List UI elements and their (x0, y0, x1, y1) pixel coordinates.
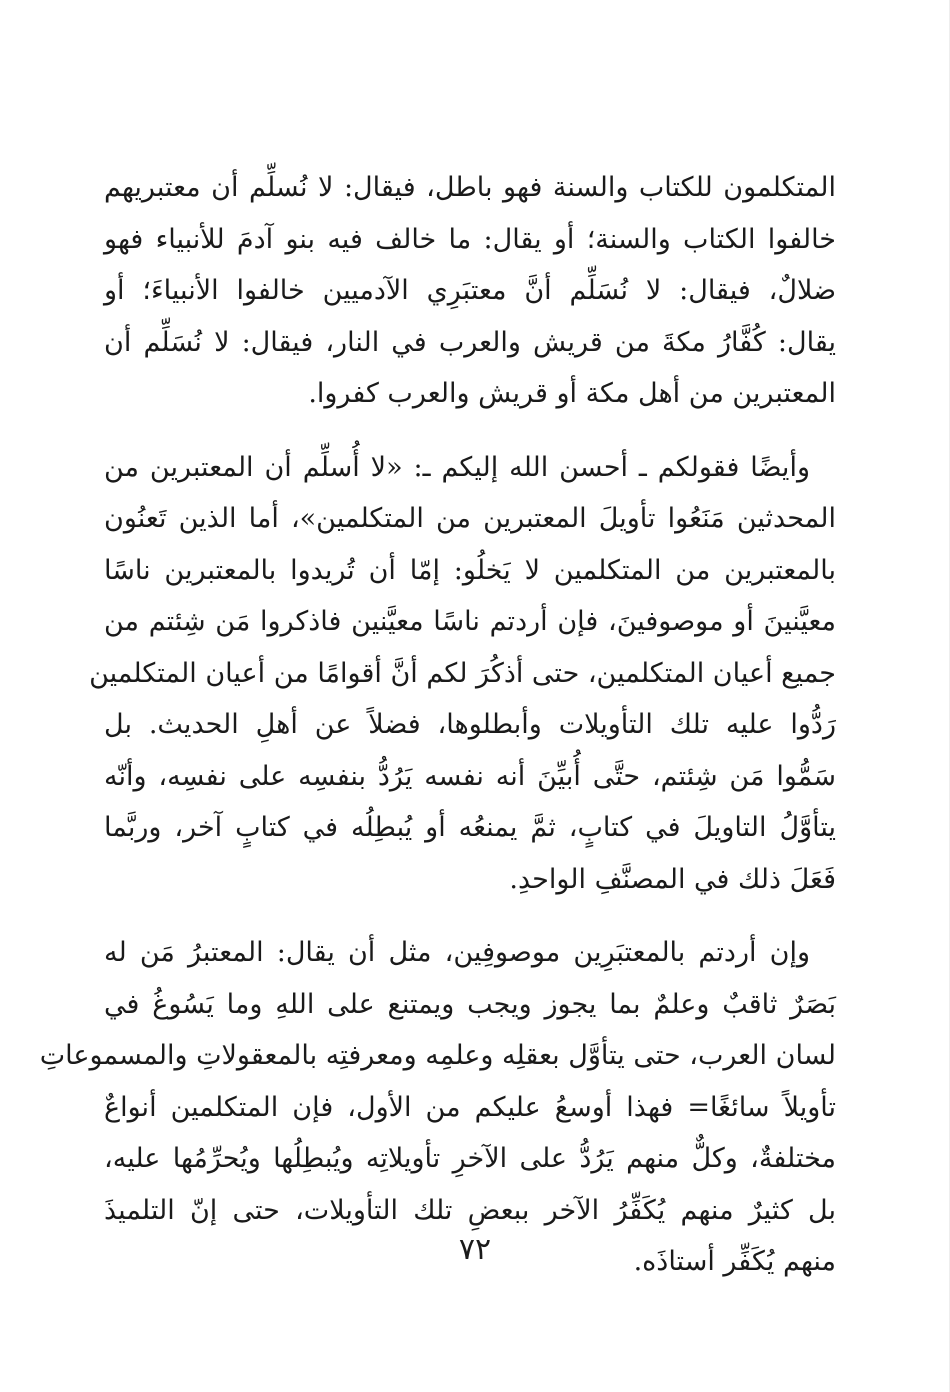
text-line: المحدثين مَنَعُوا تأويلَ المعتبرين من المتكلمين»، أما الذين تَعنُون (104, 503, 836, 534)
paragraph-1 (104, 162, 836, 420)
text-line: رَدُّوا عليه تلك التأويلات وأبطلوها، فضلاً عن أهلِ الحديث. بل (104, 709, 836, 740)
text-line: لسان العرب، حتى يتأوَّل بعقلِه وعلمِه ومعرفتِه بالمعقولاتِ والمسموعاتِ (39, 1040, 836, 1071)
text-line: وأيضًا فقولكم ـ أحسن الله إليكم ـ: «لا أُسلِّم أن المعتبرين من (104, 451, 810, 483)
main-text (39, 162, 837, 1288)
text-line: بالمعتبرين من المتكلمين لا يَخلُو: إمّا أن تُريدوا بالمعتبرين ناسًا (104, 554, 836, 586)
text-line: يقال: كُفَّارُ مكةَ من قريش والعرب في النار، فيقال: لا نُسَلِّم أن (104, 326, 836, 358)
paragraph-2 (89, 442, 836, 906)
text-line: جميع أعيان المتكلمين، حتى أذكُرَ لكم أنَّ أقوامًا من أعيان المتكلمين (89, 657, 836, 689)
text-line: خالفوا الكتاب والسنة؛ أو يقال: ما خالف فيه بنو آدمَ للأنبياء فهو (104, 223, 836, 255)
page-number: ٧٢ (458, 1232, 492, 1267)
text-line: معيَّنينَ أو موصوفينَ، فإن أردتم ناسًا معيَّنين فاذكروا مَن شِئتم من (104, 606, 836, 637)
text-line: المعتبرين من أهل مكة أو قريش والعرب كفروا. (308, 378, 836, 409)
text-line: بَصَرٌ ثاقبٌ وعلمٌ بما يجوز ويجب ويمتنع على اللهِ وما يَسُوغُ في (104, 988, 837, 1020)
text-line: فَعَلَ ذلك في المصنَّفِ الواحدِ. (509, 863, 836, 895)
text-line: سَمُّوا مَن شِئتم، حتَّى أُبيِّنَ أنه نفسه يَرُدُّ بنفسِه على نفسِه، وأنّه (104, 760, 836, 792)
text-line: مختلفةٌ، وكلٌّ منهم يَرُدُّ على الآخرِ تأويلاتِه ويُبطِلُها ويُحرِّمُها عليه، (104, 1143, 836, 1174)
text-line: ضلالٌ، فيقال: لا نُسَلِّم أنَّ معتبَرِي الآدميين خالفوا الأنبياءَ؛ أو (104, 275, 836, 306)
text-line: منهم يُكَفِّر أستاذَه. (633, 1246, 836, 1277)
text-line: تأويلاً سائغًا= فهذا أوسعُ عليكم من الأول، فإن المتكلمين أنواعٌ (104, 1091, 836, 1123)
text-line: وإن أردتم بالمعتبَرِين موصوفِين، مثل أن يقال: المعتبرُ مَن له (104, 937, 810, 968)
text-line: المتكلمون للكتاب والسنة فهو باطل، فيقال: لا نُسلِّم أن معتبريهم (104, 172, 836, 203)
text-line: يتأوَّلُ التاويلَ في كتابٍ، ثمَّ يمنعُه أو يُبطِلُه في كتابٍ آخر، وربَّما (104, 812, 836, 843)
text-line: بل كثيرٌ منهم يُكَفِّرُ الآخر ببعضِ تلك التأويلات، حتى إنّ التلميذَ (104, 1194, 836, 1226)
